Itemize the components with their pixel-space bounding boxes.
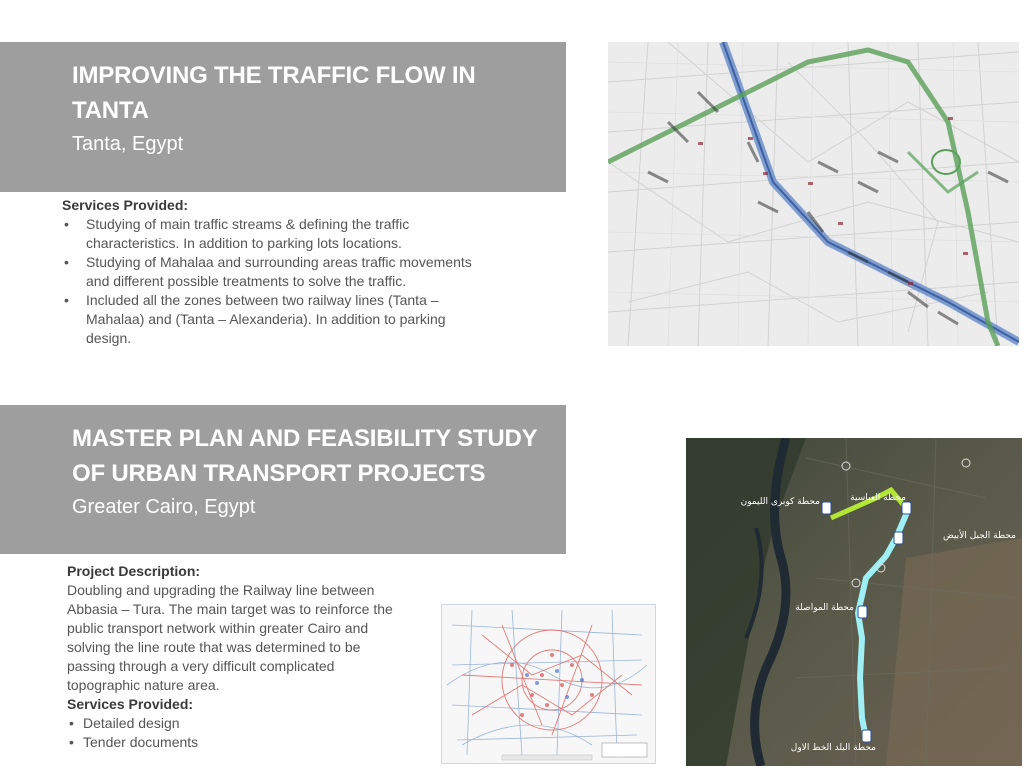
tanta-map-graphic — [608, 42, 1019, 346]
project2-description: Doubling and upgrading the Railway line between Abbasia – Tura. The main target was to reinforce the public transport network within greater Cairo and solving the line route that was determined to be passing through a very difficult complicated topographic nature area. — [67, 582, 393, 693]
project2-title — [72, 421, 537, 491]
list-item — [67, 714, 407, 733]
project1-services-list — [62, 215, 482, 348]
project2-description-label: Project Description: — [67, 563, 201, 579]
list-item — [62, 291, 482, 348]
station-label: محطة الجبل الأبيض — [942, 531, 1016, 541]
station-label: محطة البلد الخط الاول — [790, 743, 876, 753]
bullet-icon: • — [64, 292, 69, 308]
project1-services-label: Services Provided: — [62, 197, 189, 213]
list-item — [67, 733, 407, 752]
project1-title-line-1: IMPROVING THE TRAFFIC FLOW IN — [72, 62, 476, 89]
list-item — [62, 253, 482, 291]
bullet-icon: • — [64, 254, 69, 270]
project1-banner — [0, 42, 566, 192]
project2-details — [67, 562, 407, 752]
tanta-traffic-map — [608, 42, 1019, 346]
station-label: محطة المواصلة — [795, 603, 854, 613]
list-item-text: Tender documents — [83, 734, 199, 750]
station-label: محطة كوبرى الليمون — [740, 497, 820, 507]
station-label: محطة العباسية — [850, 493, 906, 503]
list-item-text: Studying of Mahalaa and surrounding areas traffic movements and different possible treatments to solve the traffic. — [86, 254, 472, 289]
project2-banner — [0, 405, 566, 554]
project1-services — [62, 196, 482, 348]
project2-location: Greater Cairo, Egypt — [72, 496, 256, 518]
project2-services-label: Services Provided: — [67, 696, 194, 712]
cairo-network-graphic — [442, 605, 655, 763]
cairo-satellite-graphic — [686, 438, 1022, 766]
cairo-satellite-map — [686, 438, 1022, 766]
project2-services-list — [67, 714, 407, 752]
cairo-network-map — [441, 604, 656, 764]
project2-title-line-2: OF URBAN TRANSPORT PROJECTS — [72, 460, 486, 487]
project2-title-line-1: MASTER PLAN AND FEASIBILITY STUDY — [72, 425, 538, 452]
project1-title-line-2: TANTA — [72, 97, 149, 124]
bullet-icon: • — [64, 216, 69, 232]
bullet-icon: • — [69, 715, 74, 731]
project1-location: Tanta, Egypt — [72, 133, 184, 155]
list-item — [62, 215, 482, 253]
list-item-text: Included all the zones between two railway lines (Tanta – Mahalaa) and (Tanta – Alexanderia). In addition to parking design. — [86, 292, 446, 346]
project1-title — [72, 58, 476, 128]
list-item-text: Detailed design — [83, 715, 180, 731]
bullet-icon: • — [69, 734, 74, 750]
list-item-text: Studying of main traffic streams & defining the traffic characteristics. In addition to parking lots locations. — [86, 216, 410, 251]
